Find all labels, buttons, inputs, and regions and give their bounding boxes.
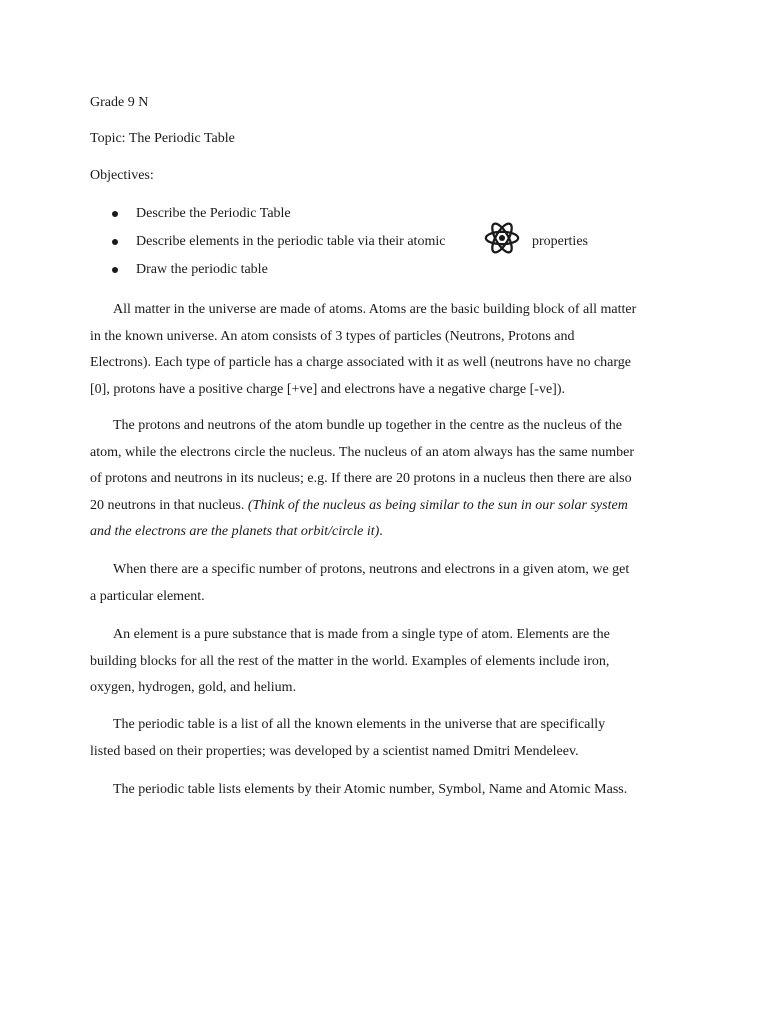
paragraph-line: The periodic table is a list of all the known elements in the universe that are specifically (113, 717, 606, 732)
objective-text: Describe elements in the periodic table via their atomic (136, 234, 446, 249)
paragraph-line: When there are a specific number of protons, neutrons and electrons in a given atom, we get (113, 562, 630, 577)
paragraph-periodic-table (90, 712, 680, 765)
paragraph-line: in the known universe. An atom consists of 3 types of particles (Neutrons, Protons and (90, 328, 575, 344)
paragraph-line: of protons and neutrons in its nucleus; e.g. If there are 20 protons in a nucleus then there are also (90, 471, 632, 486)
objective-suffix: properties (532, 234, 588, 249)
bullet-icon (112, 267, 118, 273)
paragraph-line: Electrons). Each type of particle has a charge associated with it as well (neutrons have no charge (90, 355, 631, 370)
paragraph-line: The protons and neutrons of the atom bundle up together in the centre as the nucleus of the (113, 418, 622, 433)
paragraph-line: atom, while the electrons circle the nucleus. The nucleus of an atom always has the same number (90, 444, 635, 460)
paragraph-line: [0], protons have a positive charge [+ve] and electrons have a negative charge [-ve]). (90, 381, 566, 397)
italic-analogy: (Think of the nucleus as being similar to the sun in our solar system (247, 497, 628, 513)
paragraph-line: building blocks for all the rest of the matter in the world. Examples of elements include iron, (90, 653, 610, 669)
paragraph-nucleus (90, 413, 680, 546)
topic-heading: Topic: The Periodic Table (90, 131, 235, 146)
objective-item (90, 233, 588, 261)
paragraph-line: a particular element. (90, 588, 205, 604)
atom-icon (483, 219, 521, 257)
objective-text: Draw the periodic table (136, 262, 268, 277)
paragraph-element-definition (90, 622, 680, 702)
paragraph-element-formation (90, 557, 680, 610)
paragraph-end: . (379, 524, 383, 539)
paragraph-line: All matter in the universe are made of atoms. Atoms are the basic building block of all matter (113, 302, 637, 317)
paragraph-line: The periodic table lists elements by their Atomic number, Symbol, Name and Atomic Mass. (113, 782, 628, 797)
grade-heading: Grade 9 N (90, 95, 149, 110)
paragraph-line: An element is a pure substance that is made from a single type of atom. Elements are the (113, 627, 610, 642)
objectives-list (90, 205, 588, 289)
paragraph-line: oxygen, hydrogen, gold, and helium. (90, 680, 297, 695)
paragraph-line: 20 neutrons in that nucleus. (90, 497, 245, 513)
italic-analogy: and the electrons are the planets that orbit/circle it) (90, 524, 380, 539)
objective-text: Describe the Periodic Table (136, 206, 291, 221)
paragraph-atoms (90, 297, 680, 403)
bullet-icon (112, 211, 118, 217)
objective-item (90, 205, 445, 233)
objectives-label: Objectives: (90, 168, 154, 183)
objective-item (90, 261, 445, 289)
paragraph-line: listed based on their properties; was developed by a scientist named Dmitri Mendeleev. (90, 743, 579, 759)
bullet-icon (112, 239, 118, 245)
paragraph-table-lists (90, 777, 680, 804)
